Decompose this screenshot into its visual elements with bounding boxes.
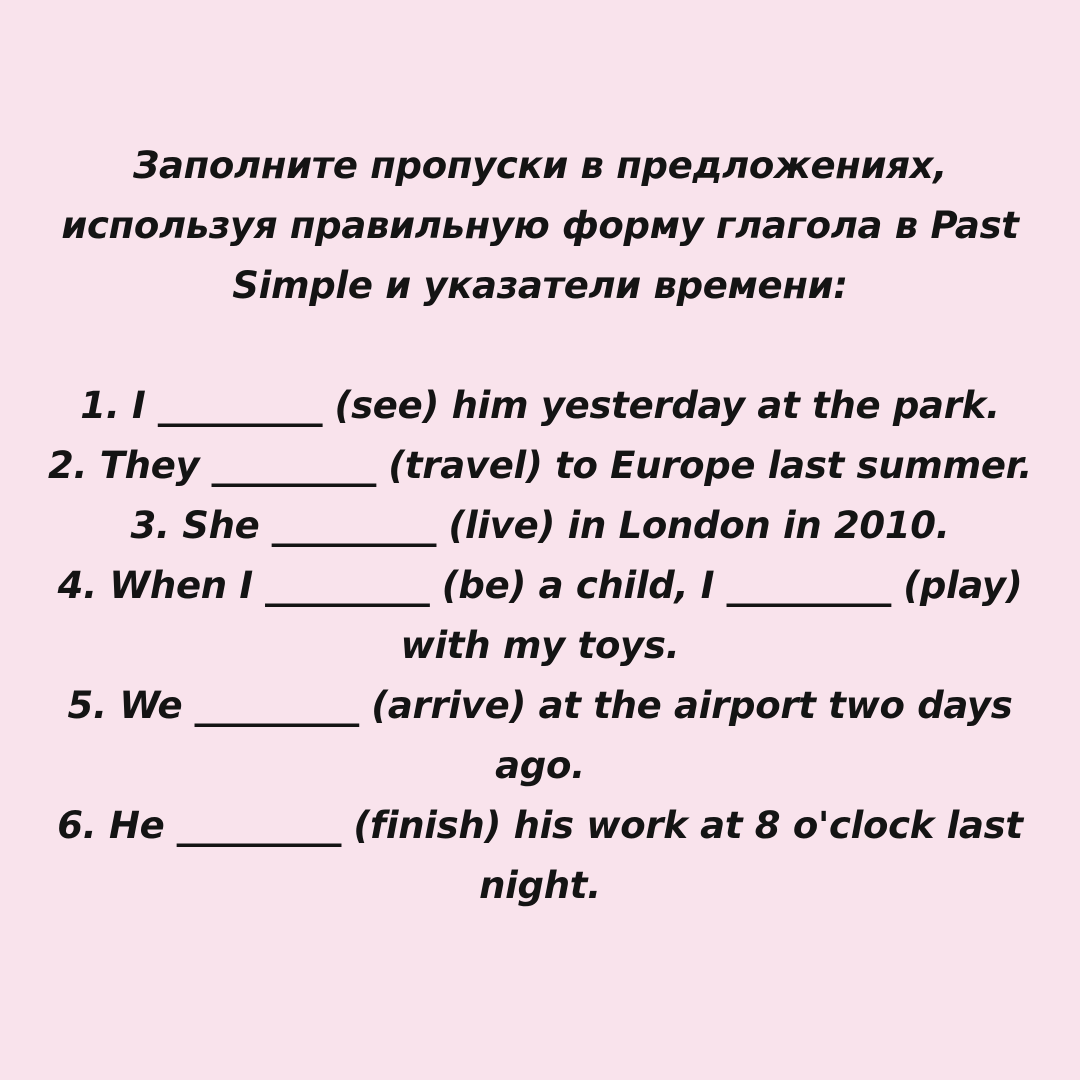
exercise-item-4: 4. When I _________ (be) a child, I _________ (play) with my toys. (57, 564, 1023, 667)
exercise-item-5: 5. We _________ (arrive) at the airport two days ago. (67, 684, 1013, 787)
instruction-text: Заполните пропуски в предложениях, используя правильную форму глагола в Past Simple и указатели времени: (61, 144, 1019, 307)
exercise-item-2: 2. They _________ (travel) to Europe last summer. (47, 444, 1033, 487)
exercise-item-1: 1. I _________ (see) him yesterday at the park. (80, 384, 1000, 427)
exercise-item-3: 3. She _________ (live) in London in 2010. (130, 504, 950, 547)
exercise-list (42, 376, 1038, 916)
exercise-item-6: 6. He _________ (finish) his work at 8 o'clock last night. (57, 804, 1023, 907)
